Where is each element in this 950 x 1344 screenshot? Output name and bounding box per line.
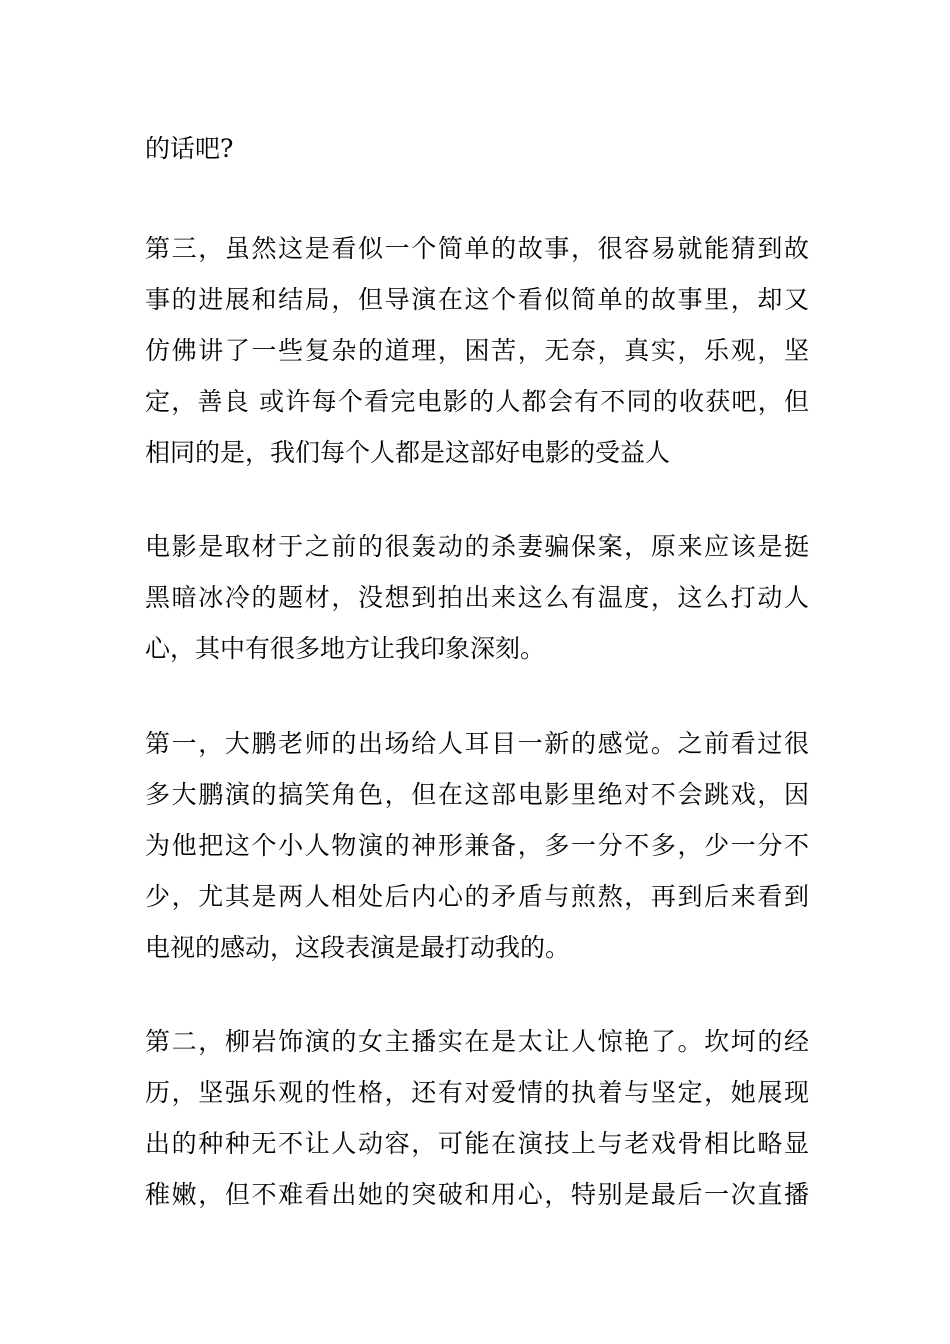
- paragraph-2-line-2: 心，其中有很多地方让我印象深刻。: [145, 634, 546, 663]
- paragraph-1-line-4: 相同的是，我们每个人都是这部好电影的受益人: [145, 438, 671, 467]
- paragraph-2-line-0: 电影是取材于之前的很轰动的杀妻骗保案，原来应该是挺: [145, 532, 809, 561]
- paragraph-4-line-1: 历，坚强乐观的性格，还有对爱情的执着与坚定，她展现: [145, 1078, 809, 1107]
- paragraph-3-line-0: 第一，大鹏老师的出场给人耳目一新的感觉。之前看过很: [145, 729, 809, 758]
- paragraph-3-line-4: 电视的感动，这段表演是最打动我的。: [145, 933, 571, 962]
- paragraph-1-line-1: 事的进展和结局，但导演在这个看似简单的故事里，却又: [145, 285, 809, 314]
- paragraph-0-line-0: 的话吧?: [145, 134, 234, 163]
- paragraph-3-line-2: 为他把这个小人物演的神形兼备，多一分不多，少一分不: [145, 831, 809, 860]
- paragraph-3-line-3: 少，尤其是两人相处后内心的矛盾与煎熬，再到后来看到: [145, 882, 809, 911]
- paragraph-4-line-2: 出的种种无不让人动容，可能在演技上与老戏骨相比略显: [145, 1129, 809, 1158]
- paragraph-1-line-3: 定，善良 或许每个看完电影的人都会有不同的收获吧，但: [145, 387, 809, 416]
- paragraph-1-line-2: 仿佛讲了一些复杂的道理，困苦，无奈，真实，乐观，坚: [145, 336, 809, 365]
- paragraph-2-line-1: 黑暗冰冷的题材，没想到拍出来这么有温度，这么打动人: [145, 583, 809, 612]
- paragraph-4-line-0: 第二，柳岩饰演的女主播实在是太让人惊艳了。坎坷的经: [145, 1027, 809, 1056]
- paragraph-4-line-3: 稚嫩，但不难看出她的突破和用心，特别是最后一次直播: [145, 1180, 809, 1209]
- paragraph-1-line-0: 第三，虽然这是看似一个简单的故事，很容易就能猜到故: [145, 234, 809, 263]
- paragraph-3-line-1: 多大鹏演的搞笑角色，但在这部电影里绝对不会跳戏，因: [145, 780, 809, 809]
